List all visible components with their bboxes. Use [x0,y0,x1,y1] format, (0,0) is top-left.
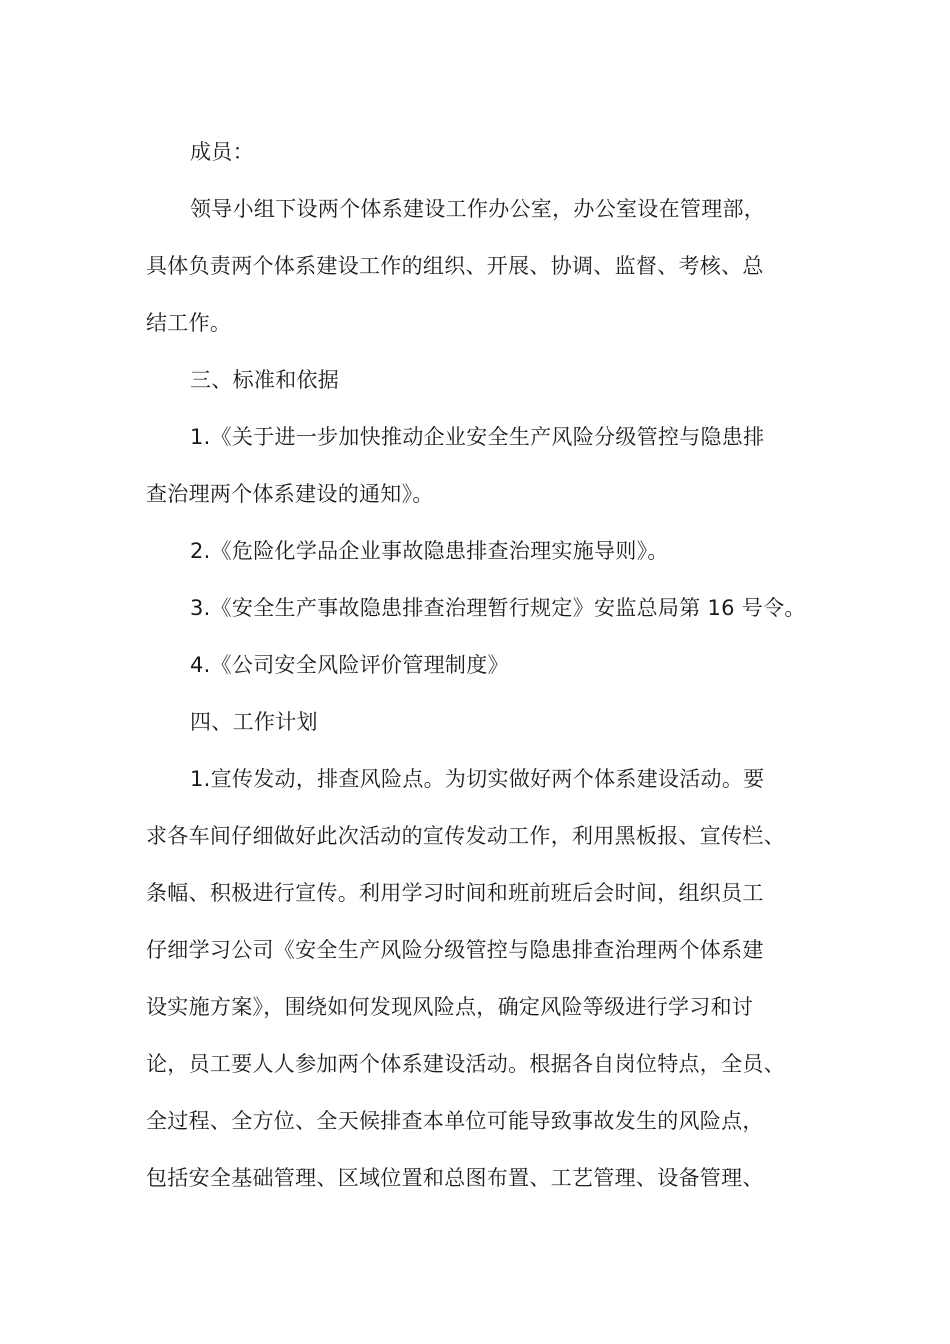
paragraph-line: 设实施方案》，围绕如何发现风险点，确定风险等级进行学习和讨 [146,995,754,1019]
reference-item-1: 1.《关于进一步加快推动企业安全生产风险分级管控与隐患排 [190,425,765,449]
reference-item-2: 2.《危险化学品企业事故隐患排查治理实施导则》。 [190,539,669,563]
paragraph-line: 条幅、积极进行宣传。利用学习时间和班前班后会时间，组织员工 [146,881,764,905]
paragraph-line: 求各车间仔细做好此次活动的宣传发动工作，利用黑板报、宣传栏、 [146,824,785,848]
paragraph-line: 结工作。 [146,311,232,335]
section-heading-4: 四、工作计划 [190,710,318,734]
section-heading-3: 三、标准和依据 [190,368,340,392]
reference-item-1-cont: 查治理两个体系建设的通知》。 [146,482,434,506]
paragraph-line: 论，员工要人人参加两个体系建设活动。根据各自岗位特点，全员、 [146,1052,785,1076]
paragraph-line: 包括安全基础管理、区域位置和总图布置、工艺管理、设备管理、 [146,1166,764,1190]
paragraph-line: 具体负责两个体系建设工作的组织、开展、协调、监督、考核、总 [146,254,764,278]
plan-item-1: 1.宣传发动，排查风险点。为切实做好两个体系建设活动。要 [190,767,765,791]
paragraph-line: 全过程、全方位、全天候排查本单位可能导致事故发生的风险点， [146,1109,764,1133]
paragraph-line: 仔细学习公司《安全生产风险分级管控与隐患排查治理两个体系建 [146,938,764,962]
reference-item-4: 4.《公司安全风险评价管理制度》 [190,653,509,677]
paragraph-line: 领导小组下设两个体系建设工作办公室，办公室设在管理部， [190,197,766,221]
members-label: 成员： [190,140,254,164]
reference-item-3: 3.《安全生产事故隐患排查治理暂行规定》安监总局第 16 号令。 [190,596,806,620]
